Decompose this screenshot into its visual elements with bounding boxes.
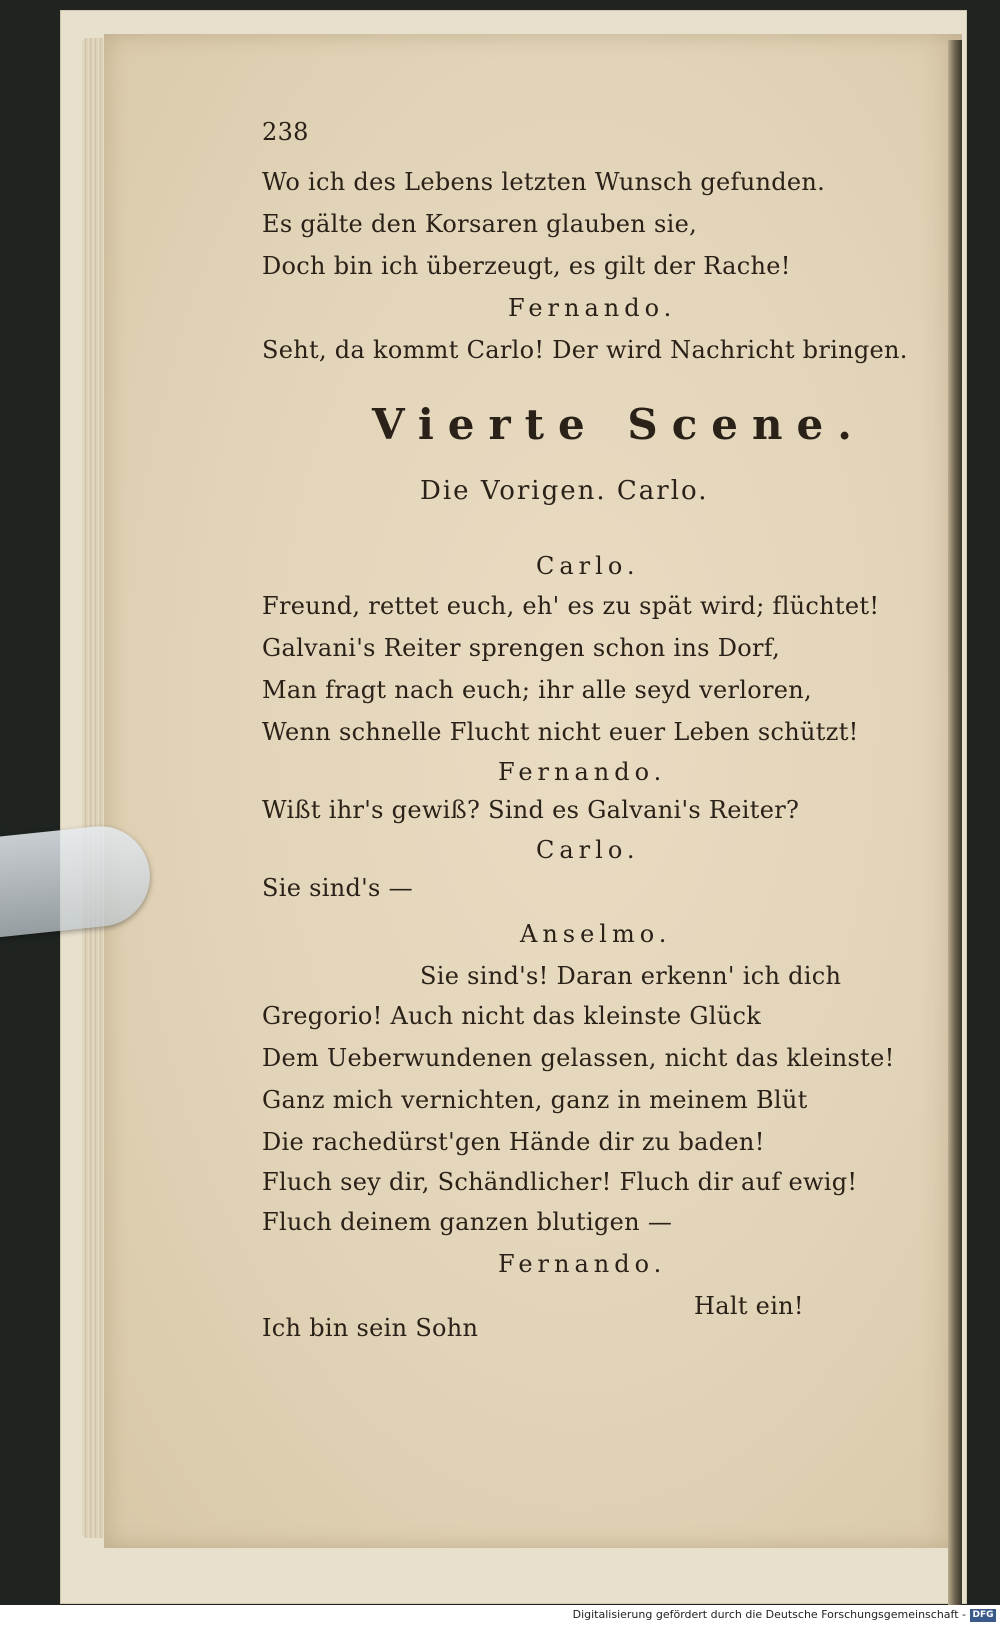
verse-line: Es gälte den Korsaren glauben sie,: [262, 210, 698, 238]
scene-heading: Vierte Scene.: [372, 400, 866, 449]
verse-line: Man fragt nach euch; ihr alle seyd verloren,: [262, 676, 812, 704]
speaker-name: Carlo.: [536, 552, 640, 580]
verse-line: Freund, rettet euch, eh' es zu spät wird; flüchtet!: [262, 592, 880, 620]
footer-bar: [0, 1605, 1000, 1627]
page-number: 238: [262, 118, 309, 146]
verse-line: Wo ich des Lebens letzten Wunsch gefunden.: [262, 168, 826, 196]
verse-line: Wenn schnelle Flucht nicht euer Leben schützt!: [262, 718, 859, 746]
verse-line: Ich bin sein Sohn: [262, 1314, 479, 1342]
speaker-name: Carlo.: [536, 836, 640, 864]
verse-line: Fluch deinem ganzen blutigen —: [262, 1208, 673, 1236]
dfg-logo-icon: DFG: [970, 1609, 996, 1622]
verse-line: Wißt ihr's gewiß? Sind es Galvani's Reiter?: [262, 796, 800, 824]
verse-line: Ganz mich vernichten, ganz in meinem Blüt: [262, 1086, 808, 1114]
scene-characters: Die Vorigen. Carlo.: [420, 476, 709, 506]
verse-line: Dem Ueberwundenen gelassen, nicht das kleinste!: [262, 1044, 895, 1072]
verse-line: Die rachedürst'gen Hände dir zu baden!: [262, 1128, 765, 1156]
verse-line: Fluch sey dir, Schändlicher! Fluch dir auf ewig!: [262, 1168, 858, 1196]
footer-credit: Digitalisierung gefördert durch die Deutsche Forschungsgemeinschaft -: [572, 1608, 966, 1621]
speaker-name: Fernando.: [498, 758, 667, 786]
speaker-name: Fernando.: [498, 1250, 667, 1278]
book-spine-edge: [948, 40, 962, 1605]
verse-line: Seht, da kommt Carlo! Der wird Nachricht bringen.: [262, 336, 908, 364]
verse-line: Sie sind's —: [262, 874, 413, 902]
speaker-name: Anselmo.: [520, 920, 672, 948]
verse-line: Doch bin ich überzeugt, es gilt der Rache!: [262, 252, 791, 280]
speaker-name: Fernando.: [508, 294, 677, 322]
verse-line: Galvani's Reiter sprengen schon ins Dorf,: [262, 634, 781, 662]
verse-line: Halt ein!: [694, 1292, 804, 1320]
verse-line: Sie sind's! Daran erkenn' ich dich: [420, 962, 842, 990]
verse-line: Gregorio! Auch nicht das kleinste Glück: [262, 1002, 762, 1030]
